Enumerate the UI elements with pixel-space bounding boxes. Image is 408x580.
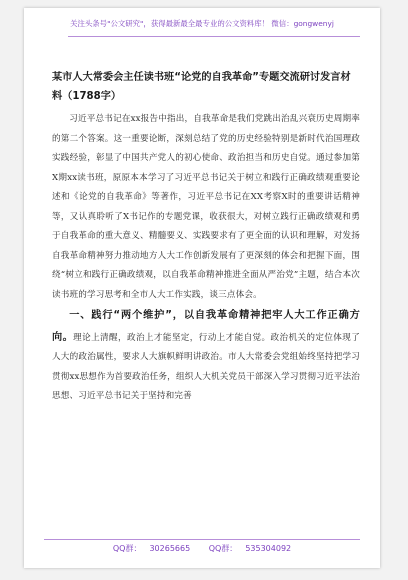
document-page xyxy=(24,8,380,568)
body-paragraph: 习近平总书记在xx报告中指出，自我革命是我们党跳出治乱兴衰历史周期率的第二个答案。这一重要论断，深刻总结了党的历史经验特别是新时代治国理政实践经验，彰显了中国共产党人的初心使命、政治担当和历史自觉。通过参加第X期xx读书班，原原本本学习了习近平总书记关于树立和践行正确政绩观重要论述和《论党的自我革命》等著作，习近平总书记在XX考察X时的重要讲话精神等，又认真聆听了X书记作的专题党课，收获很大，对树立践行正确政绩观和勇于自我革命的重大意义、精髓要义、实践要求有了更全面的认识和理解，对发扬自我革命精神努力推动地方人大工作创新发展有了更深刻的体会和把握下面，围绕“树立和践行正确政绩观，以自我革命精神推进全面从严治党”主题，结合本次读书班的学习思考和全市人大工作实践，谈三点体会。 xyxy=(52,114,360,300)
qq-label: QQ群： xyxy=(208,544,238,553)
qq-number: 30265665 xyxy=(149,544,191,553)
qq-group-2 xyxy=(205,544,295,553)
qq-group-1 xyxy=(109,544,194,553)
header-banner: 关注头条号"公文研究"，获得最新最全最专业的公文资料库！ 微信：gongwenyj xyxy=(70,19,334,28)
document-title: 某市人大常委会主任读书班“论党的自我革命”专题交流研讨发言材料（1788字） xyxy=(52,72,351,102)
section-text: 理论上清醒，政治上才能坚定，行动上才能自觉。政治机关的定位体现了人大的政治属性，要求人大旗帜鲜明讲政治。市人大常委会党组始终坚持把学习贯彻xx思想作为首要政治任务，组织人大机关党员干部深入学习贯彻习近平法治思想、习近平总书记关于坚持和完善 xyxy=(52,332,360,401)
section-paragraph xyxy=(52,305,360,407)
footer-contact xyxy=(24,543,380,554)
section-heading: 一、践行“两个维护”，以自我革命精神把牢人大工作正确方向。 xyxy=(52,310,360,343)
qq-label: QQ群： xyxy=(112,544,142,553)
header-divider xyxy=(68,36,360,37)
qq-number: 535304092 xyxy=(245,544,292,553)
footer-divider xyxy=(44,539,360,540)
document-body xyxy=(52,110,360,407)
